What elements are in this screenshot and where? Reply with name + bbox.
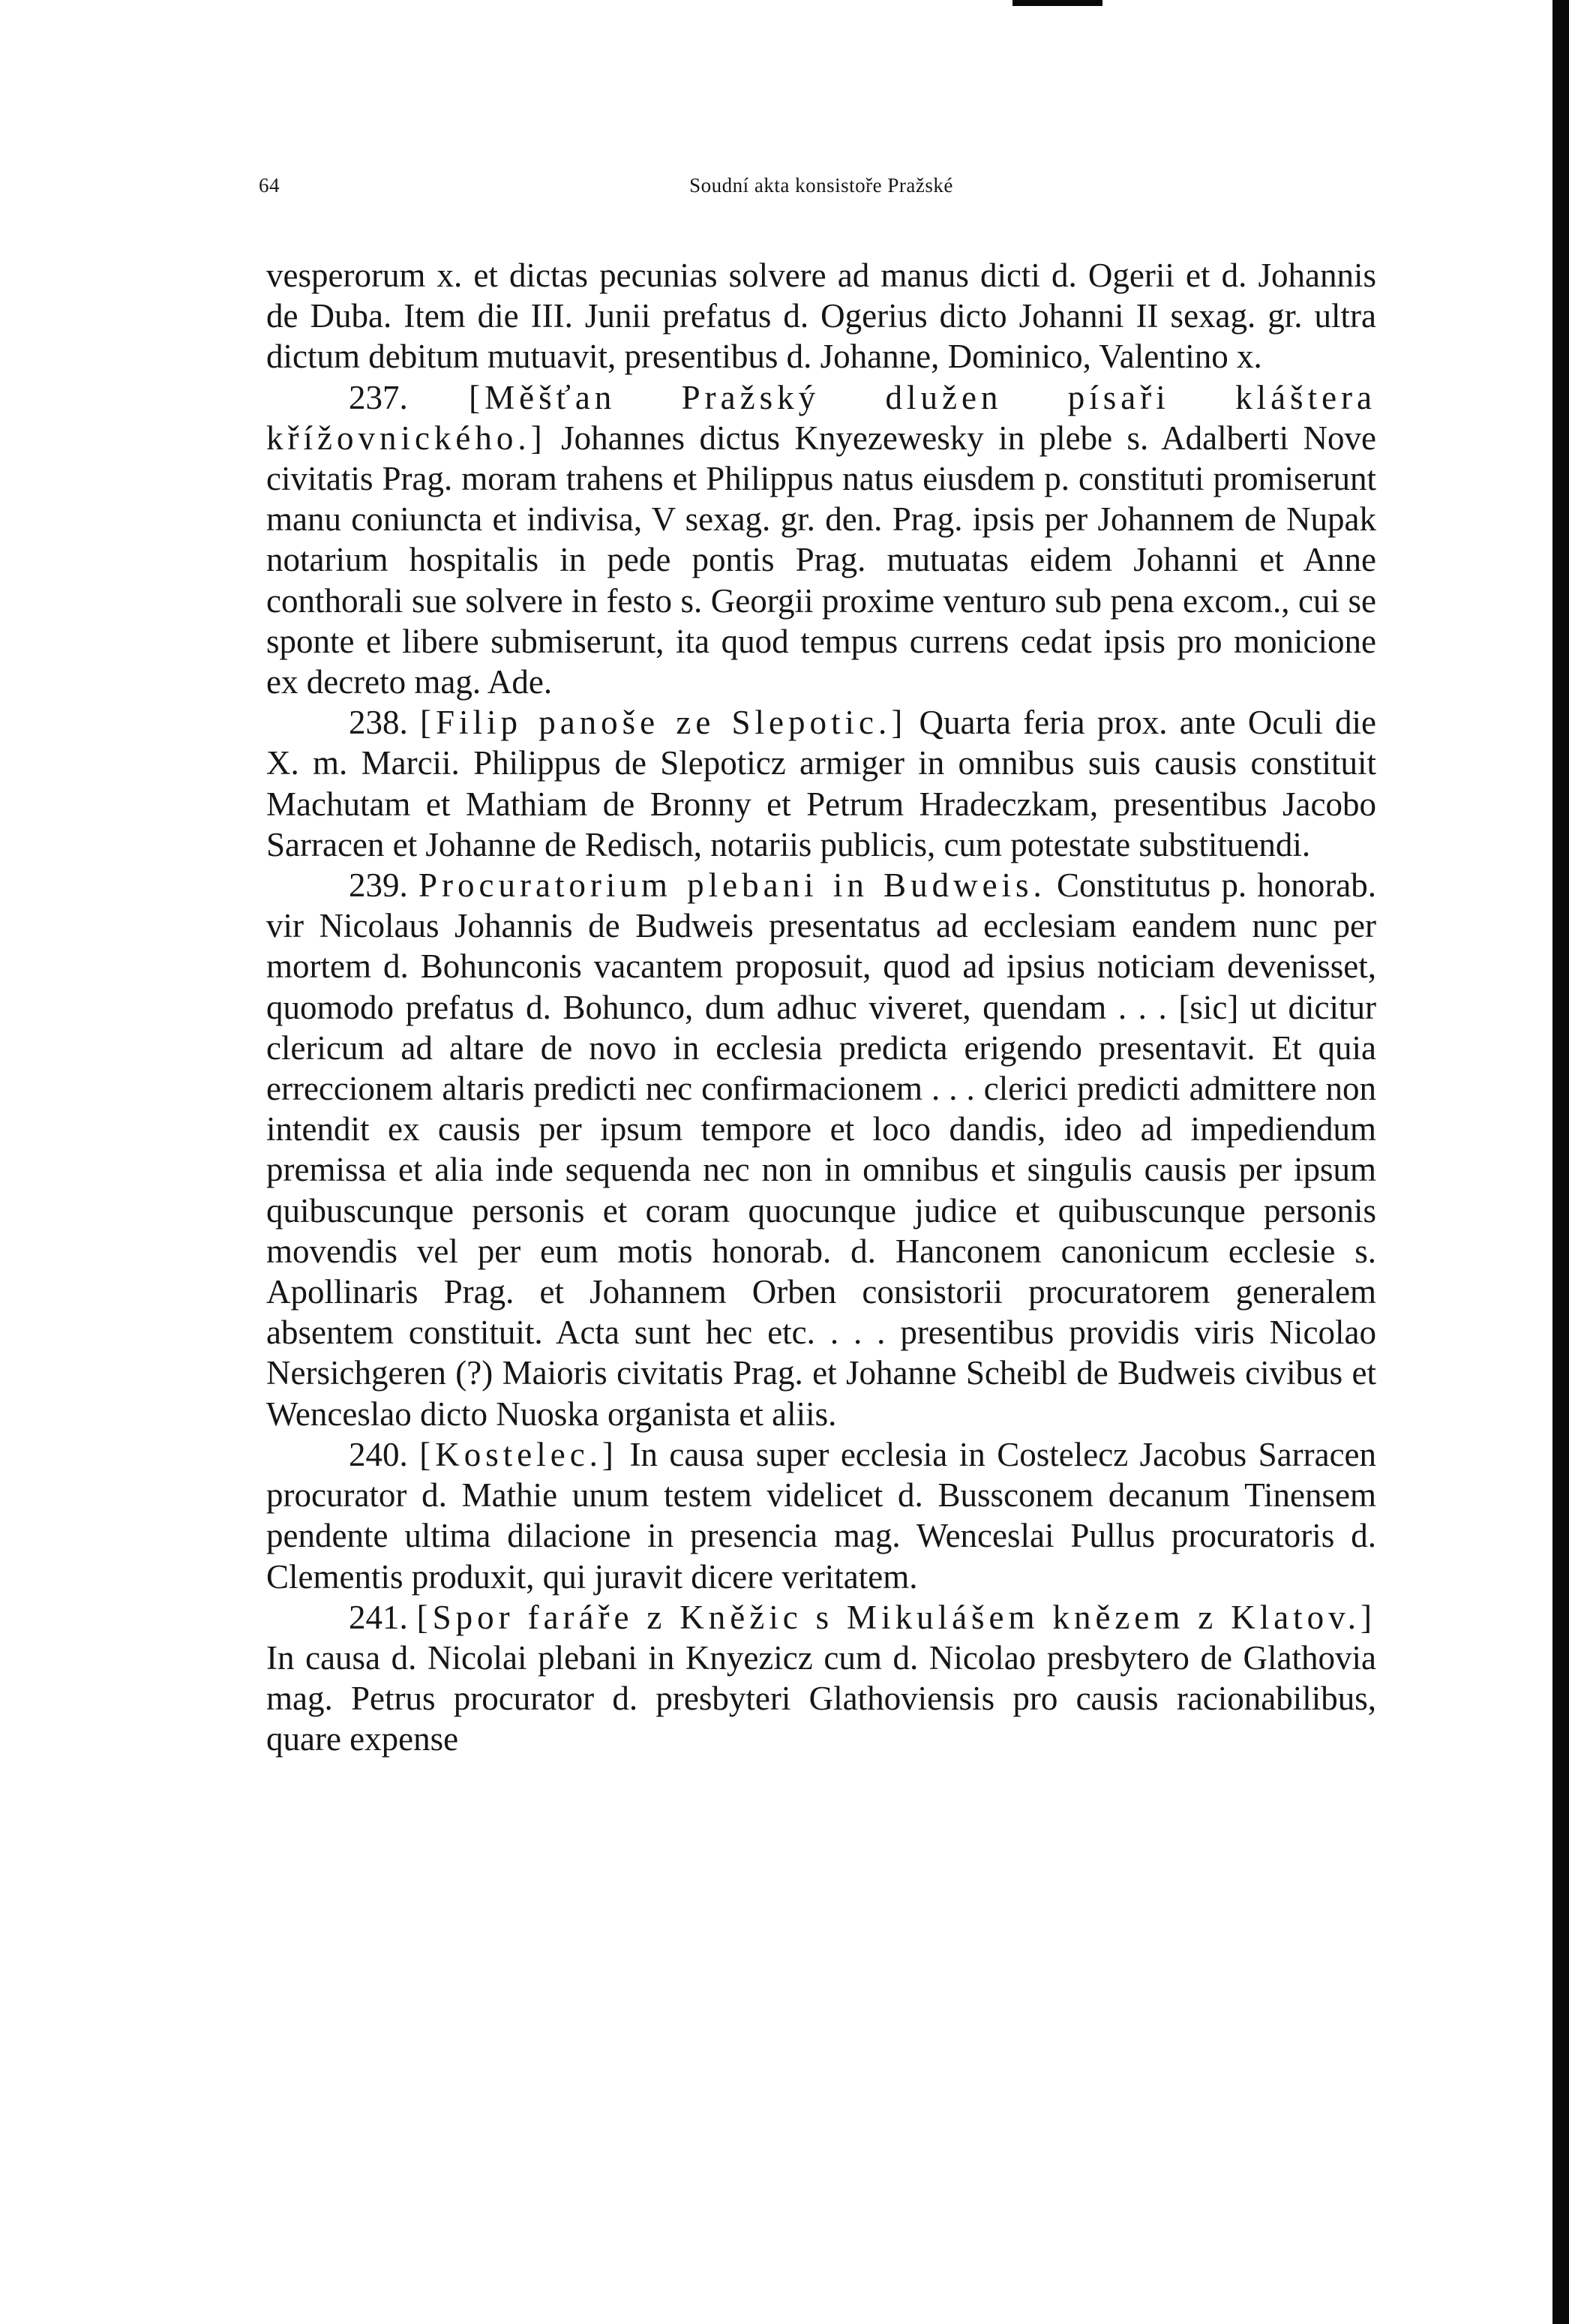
entry-237: [266, 377, 1376, 703]
entry-heading: [Spor faráře z Kněžic s Mikulášem knězem z Klatov.]: [416, 1598, 1376, 1636]
page-number: 64: [259, 174, 280, 197]
entry-number: 241.: [349, 1598, 408, 1636]
entry-239: [266, 865, 1376, 1434]
continuation-paragraph: [266, 255, 1376, 377]
page-header: [259, 174, 1384, 204]
entry-heading: Procuratorium plebani in Budweis.: [418, 866, 1046, 905]
running-title: Soudní akta konsistoře Pražské: [689, 174, 953, 197]
entry-text: Constitutus p. honorab. vir Nicolaus Johannis de Budweis presentatus ad ecclesiam eandem nunc per mortem d. Bohunconis vacantem proposuit, quod ad ipsius noticiam devenisset, quomodo prefatus d. Bohunco, dum adhuc viveret, quendam . . . [sic] ut dicitur clericum ad altare de novo in ecclesia predicta erigendo presentavit. Et quia erreccionem altaris predicti nec confirmacionem . . . clerici predicti admittere non intendit ex causis per ipsum tempore et loco dandis, ideo ad impediendum premissa et alia inde sequenda nec non in omnibus et singulis causis per ipsum quibuscunque personis et coram quocunque judice et quibuscunque personis movendis vel per eum motis honorab. d. Hanconem canonicum ecclesie s. Apollinaris Prag. et Johannem Orben consistorii procuratorem generalem absentem constituit. Acta sunt hec etc. . . . presentibus providis viris Nicolao Nersichgeren (?) Maioris civitatis Prag. et Johanne Scheibl de Budweis civibus et Wenceslao dicto Nuoska organista et aliis.: [266, 866, 1377, 1433]
entry-heading: [Měšťan Pražský dlužen písaři kláštera křížovnického.]: [266, 378, 1377, 457]
entry-number: 239.: [349, 866, 408, 905]
entry-heading: [Kostelec.]: [419, 1435, 618, 1473]
entry-number: 238.: [349, 704, 408, 742]
entry-heading: [Filip panoše ze Slepotic.]: [419, 704, 908, 742]
paragraph-text: vesperorum x. et dictas pecunias solvere ad manus dicti d. Ogerii et d. Johannis de Duba. Item die III. Junii prefatus d. Ogerius dicto Johanni II sexag. gr. ultra dictum debitum mutuavit, presentibus d. Johanne, Dominico, Valentino x.: [266, 257, 1376, 376]
entry-number: 237.: [349, 378, 408, 416]
scan-edge-top: [1012, 0, 1102, 6]
entry-238: [266, 702, 1376, 865]
entry-number: 240.: [349, 1435, 408, 1473]
scan-edge-right: [1552, 0, 1569, 2324]
entry-text: In causa d. Nicolai plebani in Knyezicz cum d. Nicolao presbytero de Glathovia mag. Petrus procurator d. presbyteri Glathoviensis pro causis racionabilibus, quare expense: [266, 1638, 1376, 1758]
page-body: [266, 255, 1376, 1760]
entry-241: [266, 1597, 1376, 1760]
entry-text: Quarta feria prox. ante Oculi die X. m. Marcii. Philippus de Slepoticz armiger in omnibus suis causis constituit Machutam et Mathiam de Bronny et Petrum Hradeczkam, presentibus Jacobo Sarracen et Johanne de Redisch, notariis publicis, cum potestate substituendi.: [266, 704, 1377, 863]
entry-text: In causa super ecclesia in Costelecz Jacobus Sarracen procurator d. Mathie unum testem videlicet d. Bussconem decanum Tinensem pendente ultima dilacione in presencia mag. Wenceslai Pullus procuratoris d. Clementis produxit, qui juravit dicere veritatem.: [266, 1435, 1377, 1596]
entry-text: Johannes dictus Knyezewesky in plebe s. Adalberti Nove civitatis Prag. moram trahens et Philippus natus eiusdem p. constituti promiserunt manu coniuncta et indivisa, V sexag. gr. den. Prag. ipsis per Johannem de Nupak notarium hospitalis in pede pontis Prag. mutuatas eidem Johanni et Anne conthorali sue solvere in festo s. Georgii proxime venturo sub pena excom., cui se sponte et libere submiserunt, ita quod tempus currens cedat ipsis pro monicione ex decreto mag. Ade.: [266, 419, 1377, 701]
entry-240: [266, 1434, 1376, 1597]
